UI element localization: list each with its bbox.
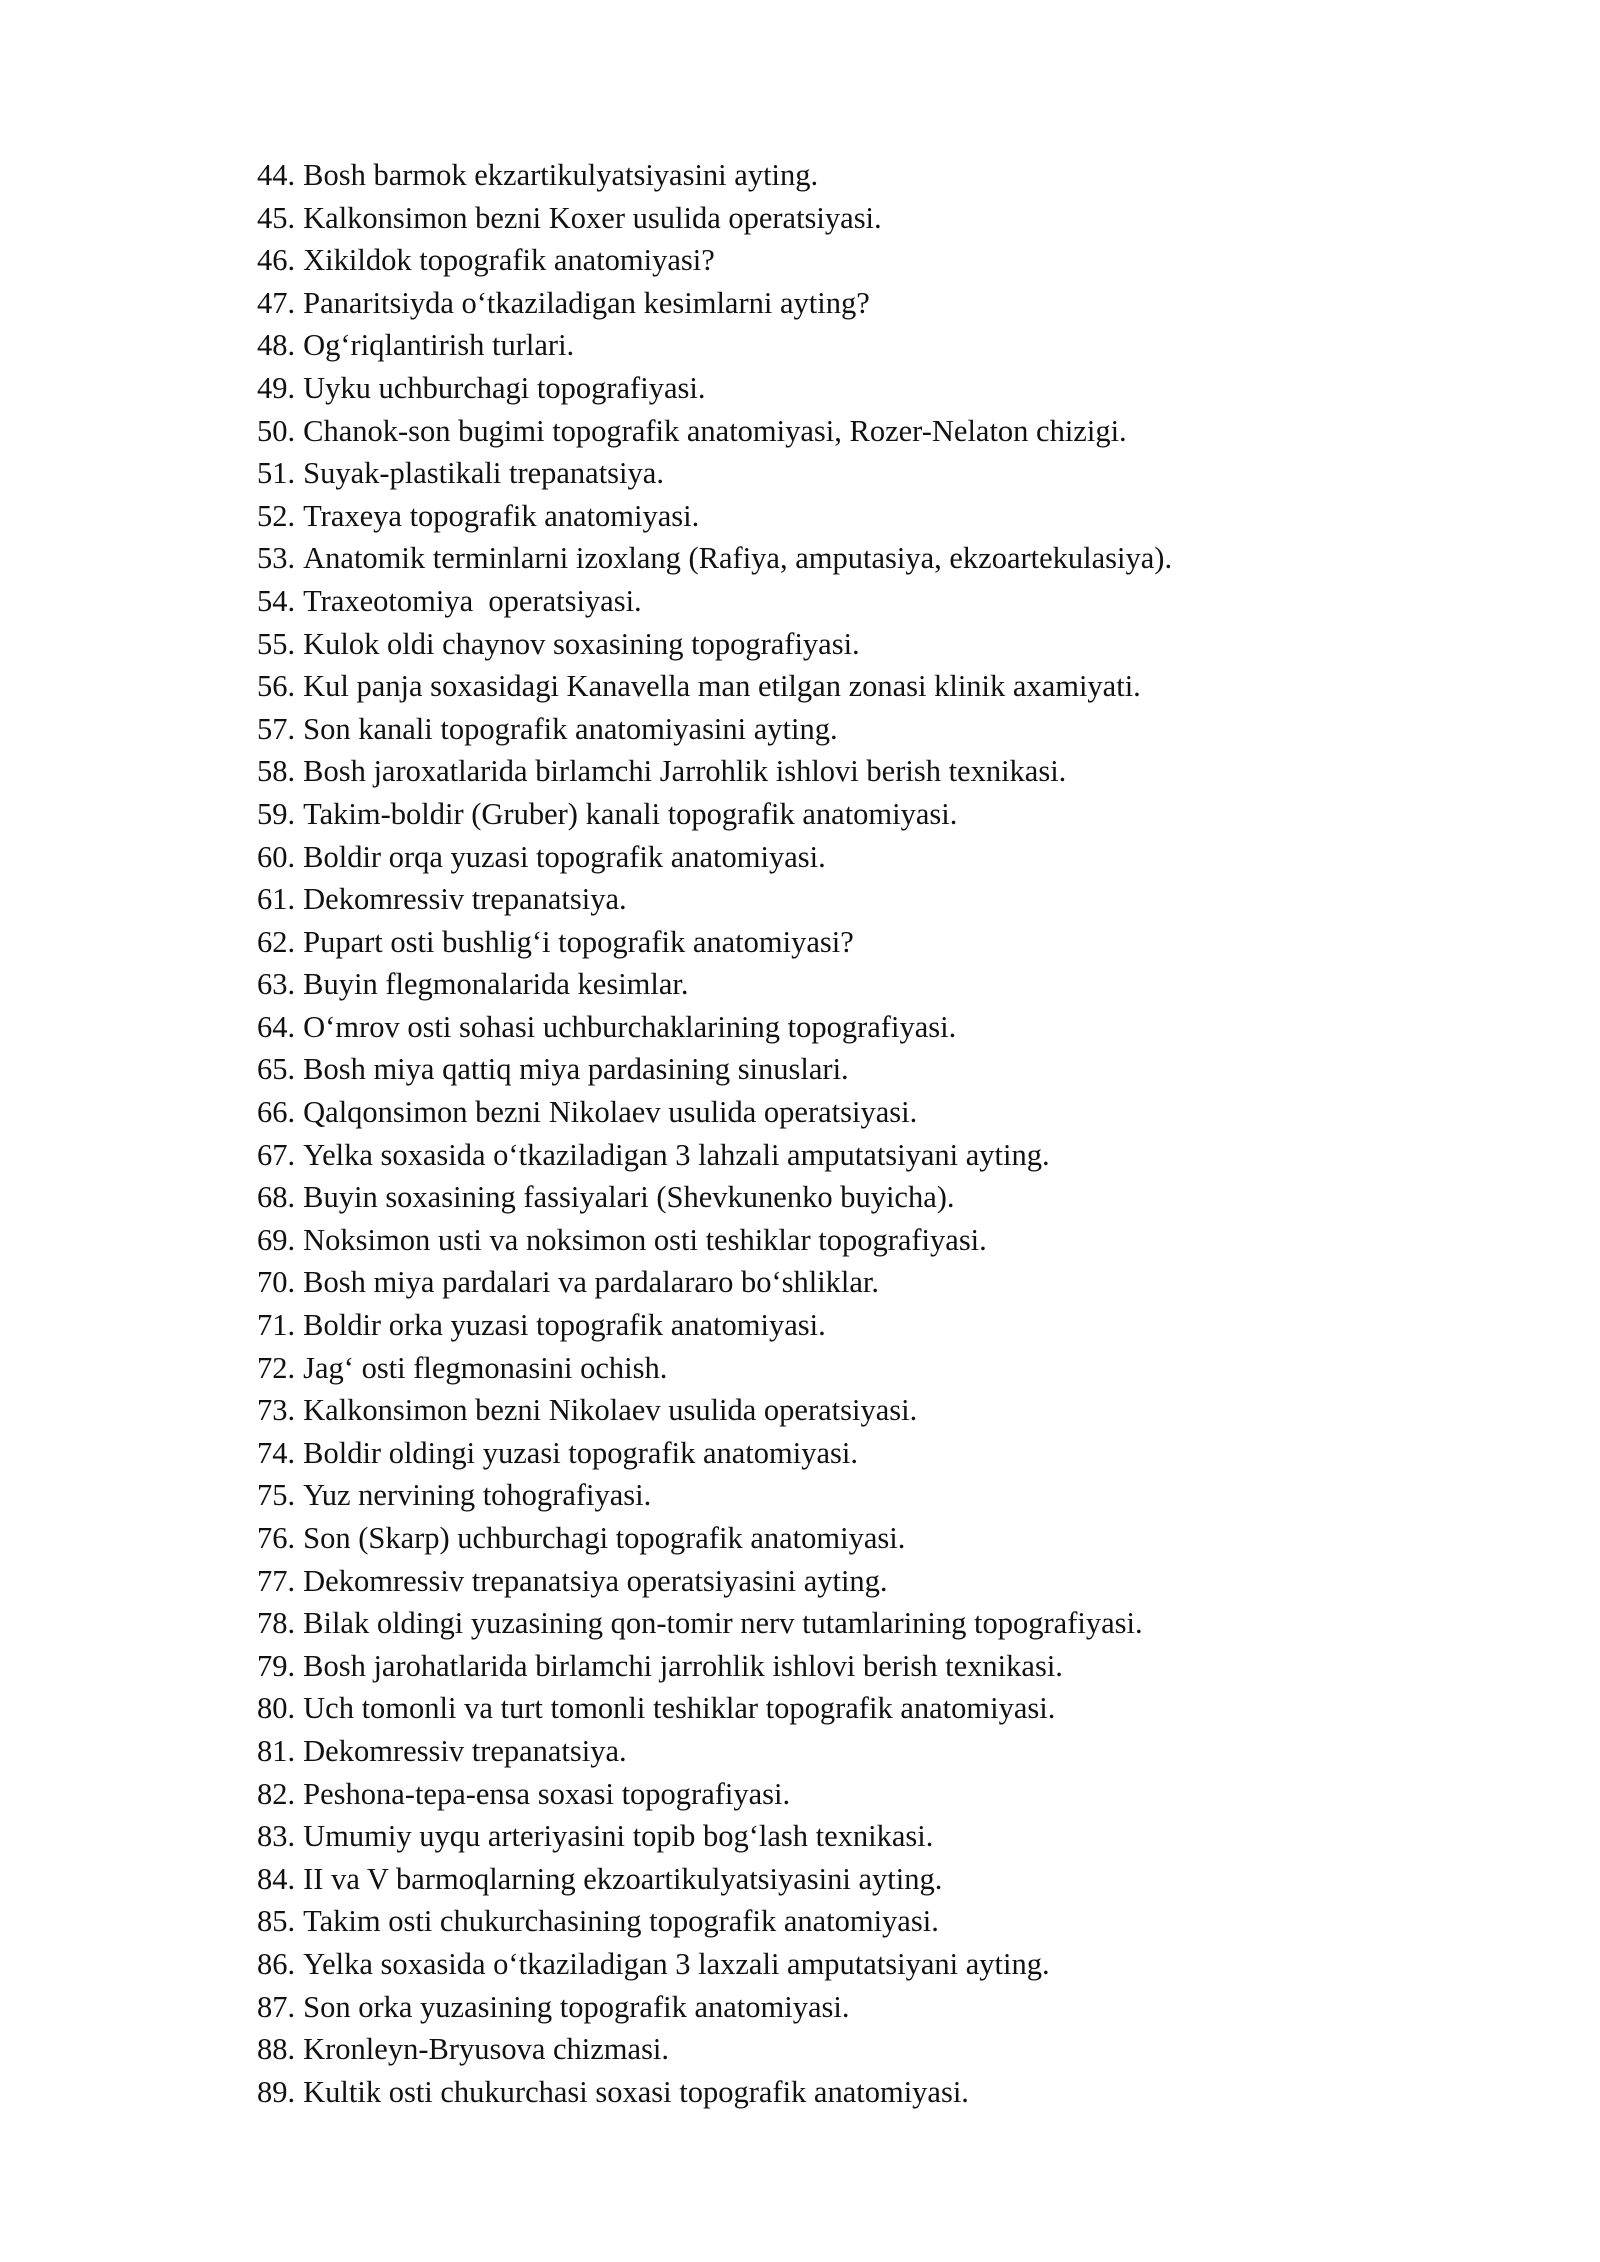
question-number: 54. xyxy=(257,583,296,618)
question-item xyxy=(257,1176,1172,1219)
question-text: Anatomik terminlarni izoxlang (Rafiya, amputasiya, ekzoartekulasiya). xyxy=(303,541,1173,576)
question-item xyxy=(257,537,1172,580)
question-number: 77. xyxy=(257,1563,296,1598)
question-text: Jag‘ osti flegmonasini ochish. xyxy=(303,1350,668,1385)
question-item xyxy=(257,1687,1172,1730)
question-number: 86. xyxy=(257,1946,296,1981)
question-text: Buyin soxasining fassiyalari (Shevkunenko buyicha). xyxy=(303,1180,955,1215)
question-text: Bosh miya qattiq miya pardasining sinuslari. xyxy=(303,1052,849,1087)
question-number: 50. xyxy=(257,413,296,448)
question-number: 80. xyxy=(257,1691,296,1726)
question-number: 67. xyxy=(257,1137,296,1172)
question-item xyxy=(257,410,1172,453)
question-text: Takim-boldir (Gruber) kanali topografik anatomiyasi. xyxy=(303,796,958,831)
question-number: 62. xyxy=(257,924,296,959)
question-number: 83. xyxy=(257,1819,296,1854)
question-item xyxy=(257,1900,1172,1943)
question-number: 64. xyxy=(257,1009,296,1044)
question-text: Boldir orka yuzasi topografik anatomiyasi. xyxy=(303,1308,826,1343)
question-number: 48. xyxy=(257,328,296,363)
question-text: Yelka soxasida o‘tkaziladigan 3 laxzali amputatsiyani ayting. xyxy=(303,1946,1050,1981)
question-item xyxy=(257,1730,1172,1773)
question-number: 49. xyxy=(257,370,296,405)
question-number: 52. xyxy=(257,498,296,533)
question-item xyxy=(257,665,1172,708)
question-item xyxy=(257,1219,1172,1262)
question-text: Kalkonsimon bezni Nikolaev usulida operatsiyasi. xyxy=(303,1393,918,1428)
question-number: 74. xyxy=(257,1435,296,1470)
question-text: Boldir oldingi yuzasi topografik anatomiyasi. xyxy=(303,1435,858,1470)
question-text: Son orka yuzasining topografik anatomiyasi. xyxy=(303,1989,850,2024)
question-text: Son kanali topografik anatomiyasini ayting. xyxy=(303,711,838,746)
question-number: 47. xyxy=(257,285,296,320)
question-item xyxy=(257,1858,1172,1901)
question-text: Traxeotomiya operatsiyasi. xyxy=(303,583,642,618)
question-item xyxy=(257,1048,1172,1091)
question-item xyxy=(257,1474,1172,1517)
question-item xyxy=(257,836,1172,879)
question-number: 71. xyxy=(257,1308,296,1343)
question-number: 66. xyxy=(257,1095,296,1130)
question-item xyxy=(257,1815,1172,1858)
question-text: Traxeya topografik anatomiyasi. xyxy=(303,498,700,533)
question-item xyxy=(257,1091,1172,1134)
question-number: 85. xyxy=(257,1904,296,1939)
question-number: 70. xyxy=(257,1265,296,1300)
question-number: 79. xyxy=(257,1648,296,1683)
question-text: Kultik osti chukurchasi soxasi topografik anatomiyasi. xyxy=(303,2074,969,2109)
question-text: Bosh jarohatlarida birlamchi jarrohlik ishlovi berish texnikasi. xyxy=(303,1648,1063,1683)
question-item xyxy=(257,2028,1172,2071)
question-number: 69. xyxy=(257,1222,296,1257)
question-number: 59. xyxy=(257,796,296,831)
question-number: 78. xyxy=(257,1606,296,1641)
question-item xyxy=(257,1560,1172,1603)
question-item xyxy=(257,1432,1172,1475)
question-item xyxy=(257,878,1172,921)
question-item xyxy=(257,239,1172,282)
question-text: Boldir orqa yuzasi topografik anatomiyasi. xyxy=(303,839,826,874)
question-item xyxy=(257,793,1172,836)
question-text: Peshona-tepa-ensa soxasi topografiyasi. xyxy=(303,1776,791,1811)
question-text: Chanok-son bugimi topografik anatomiyasi, Rozer-Nelaton chizigi. xyxy=(303,413,1127,448)
question-item xyxy=(257,1517,1172,1560)
question-item xyxy=(257,1261,1172,1304)
question-item xyxy=(257,324,1172,367)
question-text: Kulok oldi chaynov soxasining topografiyasi. xyxy=(303,626,860,661)
question-text: Dekomressiv trepanatsiya. xyxy=(303,882,627,917)
question-text: Dekomressiv trepanatsiya operatsiyasini ayting. xyxy=(303,1563,888,1598)
question-item xyxy=(257,1943,1172,1986)
question-number: 58. xyxy=(257,754,296,789)
question-item xyxy=(257,708,1172,751)
question-number: 87. xyxy=(257,1989,296,2024)
question-item xyxy=(257,921,1172,964)
question-number: 75. xyxy=(257,1478,296,1513)
question-number: 45. xyxy=(257,200,296,235)
question-text: Kronleyn-Bryusova chizmasi. xyxy=(303,2032,670,2067)
question-text: Panaritsiyda o‘tkaziladigan kesimlarni ayting? xyxy=(303,285,870,320)
question-item xyxy=(257,367,1172,410)
question-item xyxy=(257,1986,1172,2029)
question-number: 57. xyxy=(257,711,296,746)
question-number: 60. xyxy=(257,839,296,874)
question-list xyxy=(257,154,1172,2113)
question-item xyxy=(257,1645,1172,1688)
question-text: Qalqonsimon bezni Nikolaev usulida operatsiyasi. xyxy=(303,1095,918,1130)
question-number: 65. xyxy=(257,1052,296,1087)
question-item xyxy=(257,1773,1172,1816)
question-text: Buyin flegmonalarida kesimlar. xyxy=(303,967,689,1002)
question-number: 61. xyxy=(257,882,296,917)
question-item xyxy=(257,1134,1172,1177)
question-item xyxy=(257,580,1172,623)
question-number: 81. xyxy=(257,1733,296,1768)
question-number: 72. xyxy=(257,1350,296,1385)
question-text: Umumiy uyqu arteriyasini topib bog‘lash texnikasi. xyxy=(303,1819,934,1854)
question-item xyxy=(257,495,1172,538)
question-text: Bosh barmok ekzartikulyatsiyasini ayting. xyxy=(303,158,819,192)
question-item xyxy=(257,1602,1172,1645)
question-text: Bosh miya pardalari va pardalararo bo‘shliklar. xyxy=(303,1265,880,1300)
question-text: Suyak-plastikali trepanatsiya. xyxy=(303,456,664,491)
question-item xyxy=(257,2071,1172,2114)
question-text: O‘mrov osti sohasi uchburchaklarining topografiyasi. xyxy=(303,1009,957,1044)
question-number: 73. xyxy=(257,1393,296,1428)
question-text: Yuz nervining tohografiyasi. xyxy=(303,1478,652,1513)
question-number: 82. xyxy=(257,1776,296,1811)
question-number: 46. xyxy=(257,243,296,278)
question-number: 89. xyxy=(257,2074,296,2109)
question-number: 68. xyxy=(257,1180,296,1215)
question-text: Uch tomonli va turt tomonli teshiklar topografik anatomiyasi. xyxy=(303,1691,1056,1726)
question-item xyxy=(257,197,1172,240)
question-item xyxy=(257,452,1172,495)
question-text: Og‘riqlantirish turlari. xyxy=(303,328,575,363)
question-number: 76. xyxy=(257,1521,296,1555)
question-number: 53. xyxy=(257,541,296,576)
question-item xyxy=(257,1304,1172,1347)
question-item xyxy=(257,1006,1172,1049)
question-number: 55. xyxy=(257,626,296,661)
question-number: 51. xyxy=(257,456,296,491)
question-text: II va V barmoqlarning ekzoartikulyatsiyasini ayting. xyxy=(303,1861,943,1896)
question-text: Bilak oldingi yuzasining qon-tomir nerv tutamlarining topografiyasi. xyxy=(303,1606,1143,1641)
question-number: 88. xyxy=(257,2032,296,2067)
question-text: Kalkonsimon bezni Koxer usulida operatsiyasi. xyxy=(303,200,882,235)
question-text: Kul panja soxasidagi Kanavella man etilgan zonasi klinik axamiyati. xyxy=(303,669,1141,704)
question-number: 84. xyxy=(257,1861,296,1896)
question-item xyxy=(257,1347,1172,1390)
question-text: Dekomressiv trepanatsiya. xyxy=(303,1733,627,1768)
question-item xyxy=(257,1389,1172,1432)
question-text: Takim osti chukurchasining topografik anatomiyasi. xyxy=(303,1904,939,1939)
question-text: Son (Skarp) uchburchagi topografik anatomiyasi. xyxy=(303,1521,906,1555)
question-text: Uyku uchburchagi topografiyasi. xyxy=(303,370,706,405)
question-text: Xikildok topografik anatomiyasi? xyxy=(303,243,715,278)
question-number: 56. xyxy=(257,669,296,704)
question-text: Noksimon usti va noksimon osti teshiklar topografiyasi. xyxy=(303,1222,987,1257)
question-item xyxy=(257,282,1172,325)
question-number: 63. xyxy=(257,967,296,1002)
question-text: Bosh jaroxatlarida birlamchi Jarrohlik ishlovi berish texnikasi. xyxy=(303,754,1067,789)
question-item xyxy=(257,623,1172,666)
question-item xyxy=(257,154,1172,197)
question-item xyxy=(257,750,1172,793)
question-text: Yelka soxasida o‘tkaziladigan 3 lahzali amputatsiyani ayting. xyxy=(303,1137,1050,1172)
question-text: Pupart osti bushlig‘i topografik anatomiyasi? xyxy=(303,924,854,959)
question-item xyxy=(257,963,1172,1006)
question-number: 44. xyxy=(257,158,296,192)
